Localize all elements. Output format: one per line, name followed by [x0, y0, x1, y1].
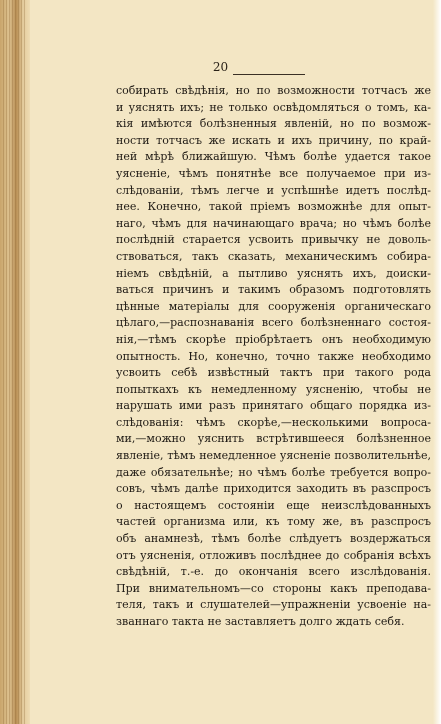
text-line: попыткахъ къ немедленному уясненію, чтобы не [116, 382, 431, 396]
page-right-edge [433, 0, 441, 724]
text-line: кія имѣются болѣзненныя явленій, но по возмож- [116, 117, 431, 131]
text-line: усвоить себѣ извѣстный тактъ при такого рода [116, 366, 431, 380]
text-line: явленіе, тѣмъ немедленное уясненіе позволительнѣе, [116, 449, 431, 463]
text-line: совъ, чѣмъ далѣе приходится заходить въ разспросъ [116, 482, 431, 496]
header-rule [233, 74, 305, 75]
text-line: нарушать ими разъ принятаго общаго порядка из- [116, 399, 431, 413]
text-line: ніемъ свѣдѣній, а пытливо уяснять ихъ, доиски- [116, 266, 431, 280]
text-line: ваться причинъ и такимъ образомъ подготовлять [116, 283, 431, 297]
text-line: ности тотчасъ же искать и ихъ причину, по край- [116, 133, 431, 147]
text-line: наго, чѣмъ для начинающаго врача; но чѣмъ болѣе [116, 216, 431, 230]
text-line: частей организма или, къ тому же, въ разспросъ [116, 515, 431, 529]
text-line: свѣдѣній, т.-е. до окончанія всего изслѣдованія. [116, 565, 431, 579]
text-line: о настоящемъ состояніи еще неизслѣдованныхъ [116, 498, 431, 512]
page-edges [3, 0, 25, 724]
text-line: собирать свѣдѣнія, но по возможности тотчасъ же [116, 84, 431, 97]
text-line: и уяснять ихъ; не только освѣдомляться о томъ, ка- [116, 100, 431, 114]
text-line: ми,—можно уяснить встрѣтившееся болѣзненное [116, 432, 431, 446]
text-line: опытность. Но, конечно, точно также необходимо [116, 349, 431, 363]
text-line: теля, такъ и слушателей—упражненіи усвоеніе на- [116, 598, 431, 612]
text-line: нія,—тѣмъ скорѣе пріобрѣтаетъ онъ необходимую [116, 332, 431, 346]
text-line: ствоваться, такъ сказать, механическимъ собира- [116, 249, 431, 263]
text-line: нее. Конечно, такой пріемъ возможнѣе для опыт- [116, 200, 431, 214]
text-line: При внимательномъ—со стороны какъ преподава- [116, 581, 431, 595]
text-line: послѣдній старается усвоить привычку не доволь- [116, 233, 431, 247]
text-line: объ анамнезѣ, тѣмъ болѣе слѣдуетъ воздержаться [116, 532, 431, 546]
text-line: отъ уясненія, отложивъ послѣднее до собранія всѣхъ [116, 548, 431, 562]
text-line: слѣдованія: чѣмъ скорѣе,—несколькими вопроса- [116, 415, 431, 429]
body-text [116, 83, 431, 631]
text-line: слѣдованіи, тѣмъ легче и успѣшнѣе идетъ послѣд- [116, 183, 431, 197]
text-line: цѣнные матеріалы для сооруженія органическаго [116, 299, 431, 313]
text-line: уясненіе, чѣмъ понятнѣе все получаемое при из- [116, 166, 431, 180]
text-line: цѣлаго,—распознаванія всего болѣзненнаго состоя- [116, 316, 431, 330]
text-line: ней мѣрѣ ближайшую. Чѣмъ болѣе удается такое [116, 150, 431, 164]
page-number: 20 [212, 60, 229, 74]
text-line: даже обязательнѣе; но чѣмъ болѣе требуется вопро- [116, 465, 431, 479]
text-line: званнаго такта не заставляетъ долго ждать себя. [116, 615, 405, 628]
